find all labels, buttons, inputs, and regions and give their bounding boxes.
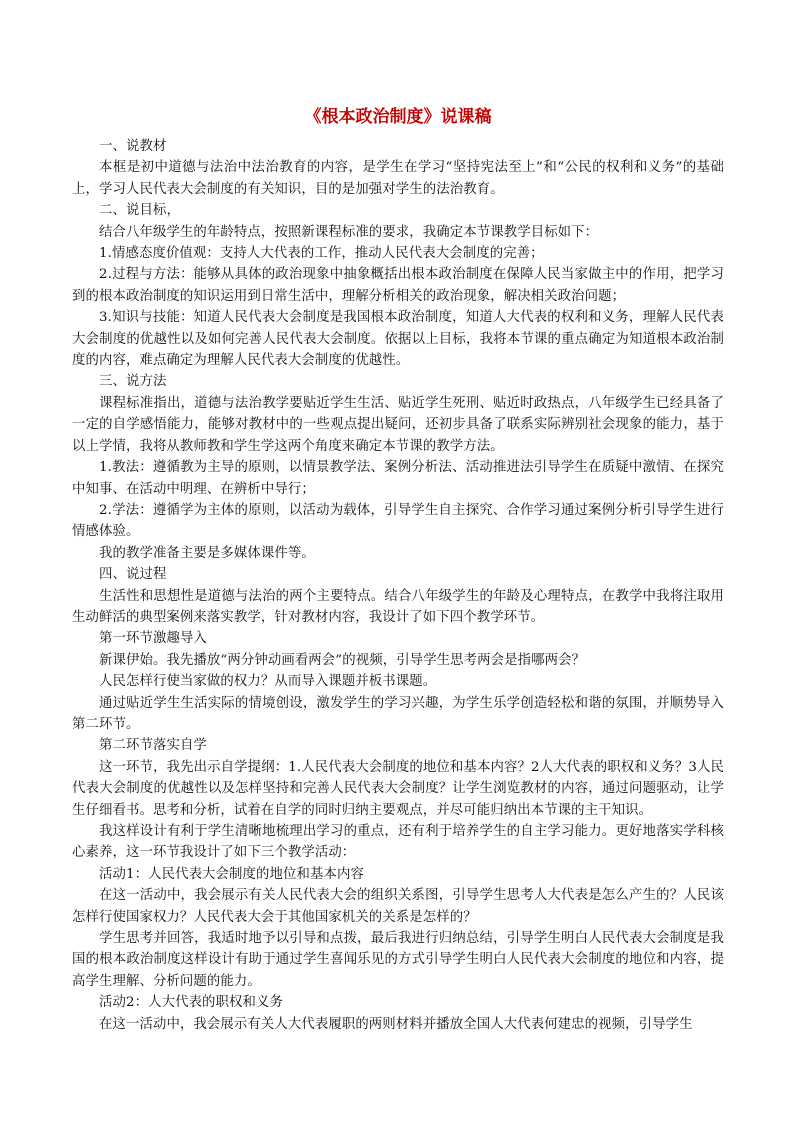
- section-heading-textbook: 一、说教材: [99, 139, 167, 154]
- subheading: 活动1：人民代表大会制度的地位和基本内容: [99, 866, 364, 882]
- paragraph: 这一环节，我先出示自学提纲：1.人民代表大会制度的地位和基本内容？2人大代表的职权和义务？3人民代表大会制度的优越性以及怎样坚持和完善人民代表大会制度？让学生浏览教材的内容，通过问题驱动，让学生仔细看书。思考和分析，试着在自学的同时归纳主要观点，并尽可能归纳出本节课的主干知识。: [72, 759, 724, 818]
- section-heading-objectives: 二、说目标，: [99, 203, 180, 219]
- subheading: 活动2：人大代表的职权和义务: [99, 995, 283, 1011]
- paragraph: 学生思考并回答，我适时地予以引导和点拨，最后我进行归纳总结，引导学生明白人民代表大会制度是我国的根本政治制度这样设计有助于通过学生喜闻乐见的方式引导学生明白人民代表大会制度的地位和内容，提高学生理解、分析问题的能力。: [72, 931, 724, 989]
- paragraph: 通过贴近学生生活实际的情境创设，激发学生的学习兴趣，为学生乐学创造轻松和谐的氛围，并顺势导入第二环节。: [72, 695, 724, 732]
- list-item: 1.情感态度价值观：支持人大代表的工作，推动人民代表大会制度的完善；: [99, 246, 544, 262]
- paragraph: 课程标准指出，道德与法治教学要贴近学生生活、贴近学生死刑、贴近时政热点，八年级学生已经具备了一定的自学感悟能力，能够对教材中的一些观点提出疑问，还初步具备了联系实际辨别社会现象的能力，基于以上学情，我将从教师教和学生学这两个角度来确定本节课的教学方法。: [72, 395, 724, 454]
- section-heading-methods: 三、说方法: [99, 374, 167, 390]
- list-item: 1.教法：遵循教为主导的原则，以情景教学法、案例分析法、活动推进法引导学生在质疑中激情、在探究中知事、在活动中明理、在辨析中导行；: [72, 460, 724, 497]
- paragraph: 新课伊始。我先播放“两分钟动画看两会”的视频，引导学生思考两会是指哪两会？: [99, 652, 586, 668]
- list-item: 2.过程与方法：能够从具体的政治现象中抽象概括出根本政治制度在保障人民当家做主中的作用，把学习到的根本政治制度的知识运用到日常生活中，理解分析相关的政治现象，解决相关政治问题；: [72, 267, 724, 304]
- subheading: 第二环节落实自学: [99, 738, 207, 754]
- list-item: 3.知识与技能：知道人民代表大会制度是我国根本政治制度，知道人大代表的权利和义务，理解人民代表大会制度的优越性以及如何完善人民代表大会制度。依据以上目标，我将本节课的重点确定为知道根本政治制度的内容，难点确定为理解人民代表大会制度的优越性。: [72, 310, 724, 369]
- paragraph: 结合八年级学生的年龄特点，按照新课程标准的要求，我确定本节课教学目标如下：: [99, 224, 599, 240]
- paragraph: 生活性和思想性是道德与法治的两个主要特点。结合八年级学生的年龄及心理特点，在教学中我将注取用生动鲜活的典型案例来落实教学，针对教材内容，我设计了如下四个教学环节。: [72, 588, 724, 625]
- document-page: [72, 104, 724, 1035]
- paragraph: 我的教学准备主要是多媒体课件等。: [99, 545, 315, 561]
- paragraph: 本框是初中道德与法治中法治教育的内容，是学生在学习“坚持宪法至上”和“公民的权利和义务”的基础上，学习人民代表大会制度的有关知识，目的是加强对学生的法治教育。: [72, 160, 724, 197]
- paragraph: 我这样设计有利于学生清晰地梳理出学习的重点，还有利于培养学生的自主学习能力。更好地落实学科核心素养，这一环节我设计了如下三个教学活动：: [72, 824, 724, 861]
- subheading: 第一环节激趣导入: [99, 631, 207, 647]
- section-heading-process: 四、说过程: [99, 567, 167, 583]
- list-item: 2.学法：遵循学为主体的原则，以活动为载体，引导学生自主探究、合作学习通过案例分析引导学生进行情感体验。: [72, 502, 724, 540]
- paragraph: 在这一活动中，我会展示有关人民代表大会的组织关系图，引导学生思考人大代表是怎么产生的？人民该怎样行使国家权力？人民代表大会于其他国家机关的关系是怎样的？: [72, 888, 724, 925]
- paragraph: 人民怎样行使当家做的权力？从而导入课题并板书课题。: [99, 674, 437, 690]
- paragraph: 在这一活动中，我会展示有关人大代表履职的两则材料并播放全国人大代表何建忠的视频，引导学生: [99, 1016, 693, 1032]
- document-title: 《根本政治制度》说课稿: [304, 107, 492, 127]
